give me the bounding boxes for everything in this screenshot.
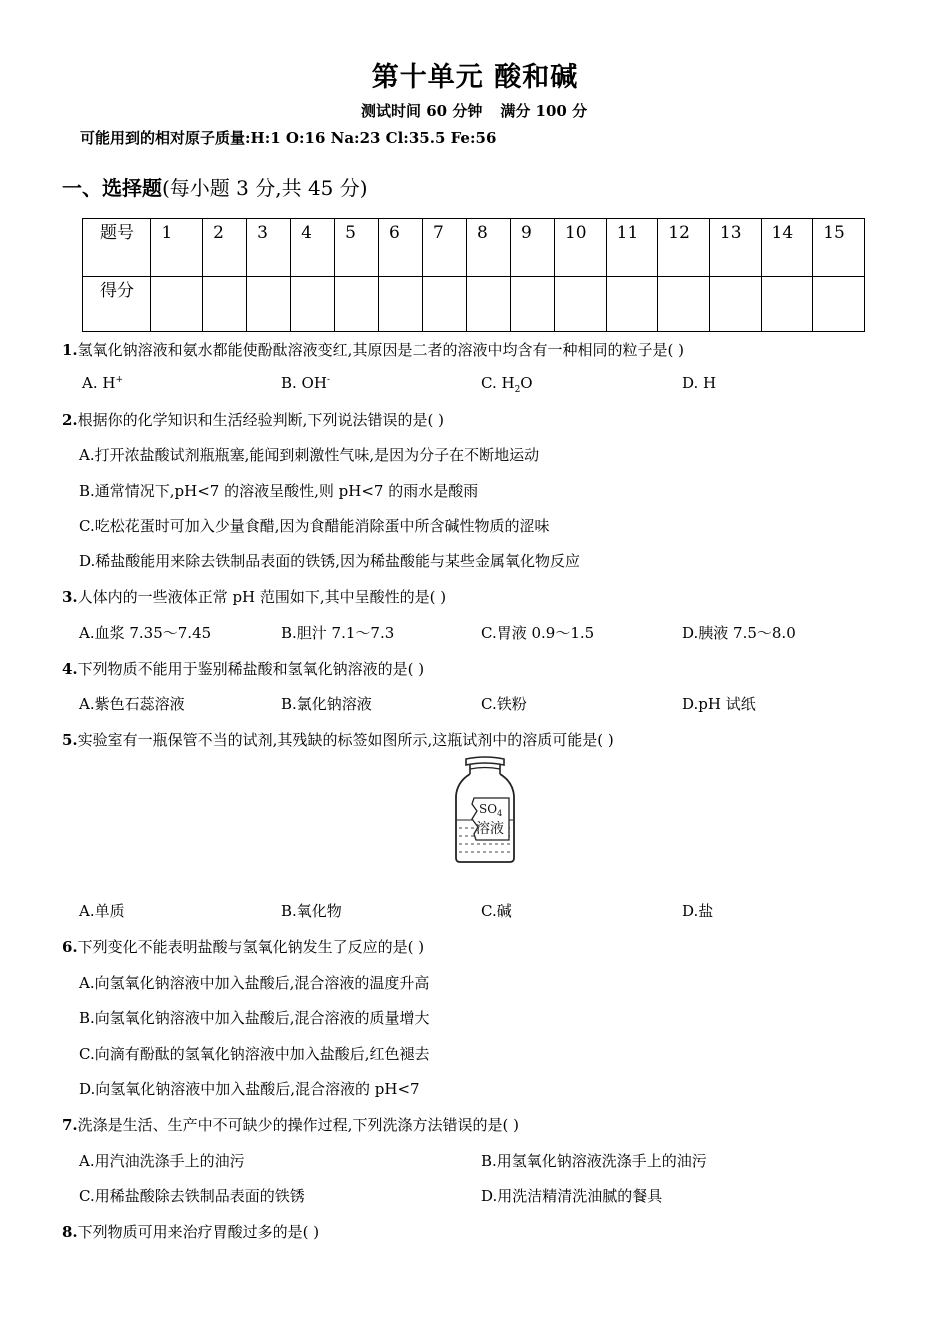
q6-option-a[interactable]: A.向氢氧化钠溶液中加入盐酸后,混合溶液的温度升高 [79,974,430,992]
table-number-cell: 11 [606,219,658,277]
question-4 [62,658,424,679]
superscript: + [115,375,123,385]
table-number-cell: 7 [423,219,467,277]
score-cell[interactable] [291,277,335,332]
question-6 [62,936,424,957]
score-cell[interactable] [467,277,511,332]
q1-option-c[interactable] [481,374,533,395]
table-number-cell: 13 [709,219,761,277]
q3-option-a[interactable]: A.血浆 7.35～7.45 [79,624,212,642]
question-text: 人体内的一些液体正常 pH 范围如下,其中呈酸性的是( ) [77,588,447,606]
score-cell[interactable] [379,277,423,332]
table-number-cell: 6 [379,219,423,277]
question-number: 4. [62,660,78,678]
score-cell[interactable] [423,277,467,332]
question-3 [62,586,446,607]
table-number-cell: 3 [247,219,291,277]
score-cell[interactable] [554,277,606,332]
full-score: 满分 100 分 [500,102,588,120]
score-table-number-row [83,219,865,277]
q3-option-c[interactable]: C.胃液 0.9～1.5 [481,624,595,642]
question-8 [62,1221,319,1242]
q2-option-c[interactable]: C.吃松花蛋时可加入少量食醋,因为食醋能消除蛋中所含碱性物质的涩味 [79,517,550,535]
q7-option-d[interactable]: D.用洗洁精清洗油腻的餐具 [481,1187,663,1205]
q6-option-d[interactable]: D.向氢氧化钠溶液中加入盐酸后,混合溶液的 pH<7 [79,1080,420,1098]
question-number: 5. [62,731,78,749]
q5-option-c[interactable]: C.碱 [481,902,512,920]
question-1 [62,339,684,360]
option-label: D. H [682,374,717,392]
q4-option-d[interactable]: D.pH 试纸 [682,695,756,713]
q4-option-c[interactable]: C.铁粉 [481,695,527,713]
score-cell[interactable] [658,277,710,332]
score-cell[interactable] [813,277,865,332]
table-number-cell: 8 [467,219,511,277]
superscript: - [326,375,330,385]
question-number: 6. [62,938,78,956]
q2-option-b[interactable]: B.通常情况下,pH<7 的溶液呈酸性,则 pH<7 的雨水是酸雨 [79,482,479,500]
table-number-cell: 2 [203,219,247,277]
q2-option-d[interactable]: D.稀盐酸能用来除去铁制品表面的铁锈,因为稀盐酸能与某些金属氧化物反应 [79,552,581,570]
table-number-cell: 4 [291,219,335,277]
question-5 [62,729,614,750]
question-text: 氢氧化钠溶液和氨水都能使酚酞溶液变红,其原因是二者的溶液中均含有一种相同的粒子是( ) [77,341,684,359]
score-cell[interactable] [511,277,555,332]
table-number-cell: 14 [761,219,813,277]
q2-option-a[interactable]: A.打开浓盐酸试剂瓶瓶塞,能闻到刺激性气味,是因为分子在不断地运动 [79,446,540,464]
q1-option-a[interactable] [82,374,123,392]
test-time: 测试时间 60 分钟 [361,102,483,120]
question-number: 3. [62,588,78,606]
score-cell[interactable] [761,277,813,332]
score-cell[interactable] [247,277,291,332]
table-number-cell: 5 [335,219,379,277]
table-number-cell: 12 [658,219,710,277]
question-text: 根据你的化学知识和生活经验判断,下列说法错误的是( ) [77,411,444,429]
section-heading [62,172,368,201]
reagent-bottle-icon [452,756,518,866]
question-7 [62,1114,519,1135]
score-cell[interactable] [606,277,658,332]
q7-option-c[interactable]: C.用稀盐酸除去铁制品表面的铁锈 [79,1187,305,1205]
q4-option-b[interactable]: B.氯化钠溶液 [281,695,372,713]
question-text: 下列物质不能用于鉴别稀盐酸和氢氧化钠溶液的是( ) [77,660,425,678]
q6-option-b[interactable]: B.向氢氧化钠溶液中加入盐酸后,混合溶液的质量增大 [79,1009,430,1027]
q5-option-b[interactable]: B.氧化物 [281,902,342,920]
atomic-masses: 可能用到的相对原子质量:H:1 O:16 Na:23 Cl:35.5 Fe:56 [80,129,497,147]
question-2 [62,409,444,430]
q1-option-b[interactable] [281,374,330,392]
question-text: 下列物质可用来治疗胃酸过多的是( ) [77,1223,320,1241]
option-label: A. H [82,374,116,392]
test-info [361,100,587,121]
table-number-cell: 10 [554,219,606,277]
question-number: 1. [62,341,78,359]
score-table [82,218,865,332]
table-header-cell: 得分 [83,277,151,332]
score-table-score-row [83,277,865,332]
question-text: 实验室有一瓶保管不当的试剂,其残缺的标签如图所示,这瓶试剂中的溶质可能是( ) [77,731,614,749]
score-cell[interactable] [203,277,247,332]
question-text: 下列变化不能表明盐酸与氢氧化钠发生了反应的是( ) [77,938,425,956]
score-cell[interactable] [709,277,761,332]
q7-option-a[interactable]: A.用汽油洗涤手上的油污 [79,1152,245,1170]
q3-option-d[interactable]: D.胰液 7.5～8.0 [682,624,796,642]
reagent-bottle-figure [452,756,518,866]
table-number-cell: 1 [151,219,203,277]
q6-option-c[interactable]: C.向滴有酚酞的氢氧化钠溶液中加入盐酸后,红色褪去 [79,1045,430,1063]
subscript: 2 [514,385,521,395]
option-label: C. H [481,374,515,392]
table-header-cell: 题号 [83,219,151,277]
section-note: (每小题 3 分,共 45 分) [162,176,368,200]
question-text: 洗涤是生活、生产中不可缺少的操作过程,下列洗涤方法错误的是( ) [77,1116,519,1134]
section-title: 一、选择题 [62,176,162,200]
q5-option-d[interactable]: D.盐 [682,902,714,920]
label-formula: $SO_4$ [479,802,503,818]
page-title: 第十单元 酸和碱 [371,62,579,93]
question-number: 8. [62,1223,78,1241]
question-number: 2. [62,411,78,429]
option-label: B. OH [281,374,327,392]
option-label-suffix: O [520,374,533,392]
q1-option-d[interactable] [682,374,716,392]
question-number: 7. [62,1116,78,1134]
label-text: 溶液 [476,821,504,837]
q4-option-a[interactable]: A.紫色石蕊溶液 [79,695,185,713]
table-number-cell: 9 [511,219,555,277]
score-cell[interactable] [151,277,203,332]
q7-option-b[interactable]: B.用氢氧化钠溶液洗涤手上的油污 [481,1152,707,1170]
q5-option-a[interactable]: A.单质 [79,902,125,920]
table-number-cell: 15 [813,219,865,277]
q3-option-b[interactable]: B.胆汁 7.1～7.3 [281,624,395,642]
score-cell[interactable] [335,277,379,332]
